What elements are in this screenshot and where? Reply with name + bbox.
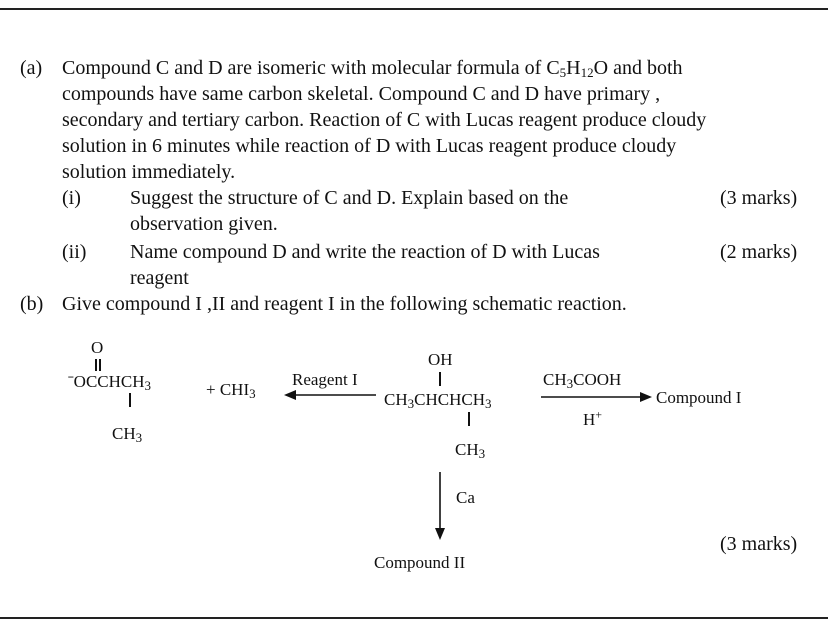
carboxylate-formula: ˉOCCHCH$_3$: [68, 372, 152, 393]
sub-i-line-1: Suggest the structure of C and D. Explain based on the: [130, 187, 569, 209]
compound-i-label: Compound I: [656, 388, 742, 407]
sub-i-line-2: observation given.: [130, 213, 278, 235]
part-a-line-3: secondary and tertiary carbon. Reaction of C with Lucas reagent produce cloudy: [62, 109, 707, 131]
compound-ii-label: Compound II: [374, 553, 466, 572]
acid-catalyst-label: H+: [583, 407, 603, 429]
left-branch-methyl: $CH_3$: [112, 424, 143, 445]
part-a-line-2: compounds have same carbon skeletal. Compound C and D have primary ,: [62, 83, 661, 105]
part-a-line-1: Compound C and D are isomeric with molecular formula of $C_5H_{12}O$ and both: [62, 57, 683, 80]
sub-ii-marks: (2 marks): [720, 241, 798, 263]
carbonyl-oxygen: O: [91, 338, 104, 357]
center-branch-methyl: $CH_3$: [455, 440, 486, 461]
part-b-marks: (3 marks): [720, 533, 798, 555]
part-b-text: Give compound I ,II and reagent I in the following schematic reaction.: [62, 293, 627, 315]
part-a-label: (a): [20, 57, 43, 79]
right-reaction-arrow: [541, 392, 652, 402]
part-b-label: (b): [20, 293, 44, 315]
acetic-acid-label: $CH_3COOH$: [543, 370, 622, 391]
part-a-line-5: solution immediately.: [62, 161, 236, 183]
calcium-label: Ca: [456, 488, 475, 507]
part-a-line-4: solution in 6 minutes while reaction of D with Lucas reagent produce cloudy: [62, 135, 677, 157]
reagent-i-label: Reagent I: [292, 370, 358, 389]
sub-ii-line-2: reagent: [130, 267, 189, 289]
sub-ii-line-1: Name compound D and write the reaction of D with Lucas: [130, 241, 600, 263]
reagent-i-arrow: [284, 390, 376, 400]
alcohol-formula: $CH_3CHCHCH_3$: [384, 390, 492, 411]
hydroxyl-group: OH: [428, 350, 453, 369]
iodoform: + $CHI_3$: [206, 380, 256, 401]
down-reaction-arrow: [435, 472, 445, 540]
bottom-rule: [0, 617, 828, 619]
sub-i-marks: (3 marks): [720, 187, 798, 209]
sub-ii-label: (ii): [62, 241, 87, 263]
sub-i-label: (i): [62, 187, 81, 209]
